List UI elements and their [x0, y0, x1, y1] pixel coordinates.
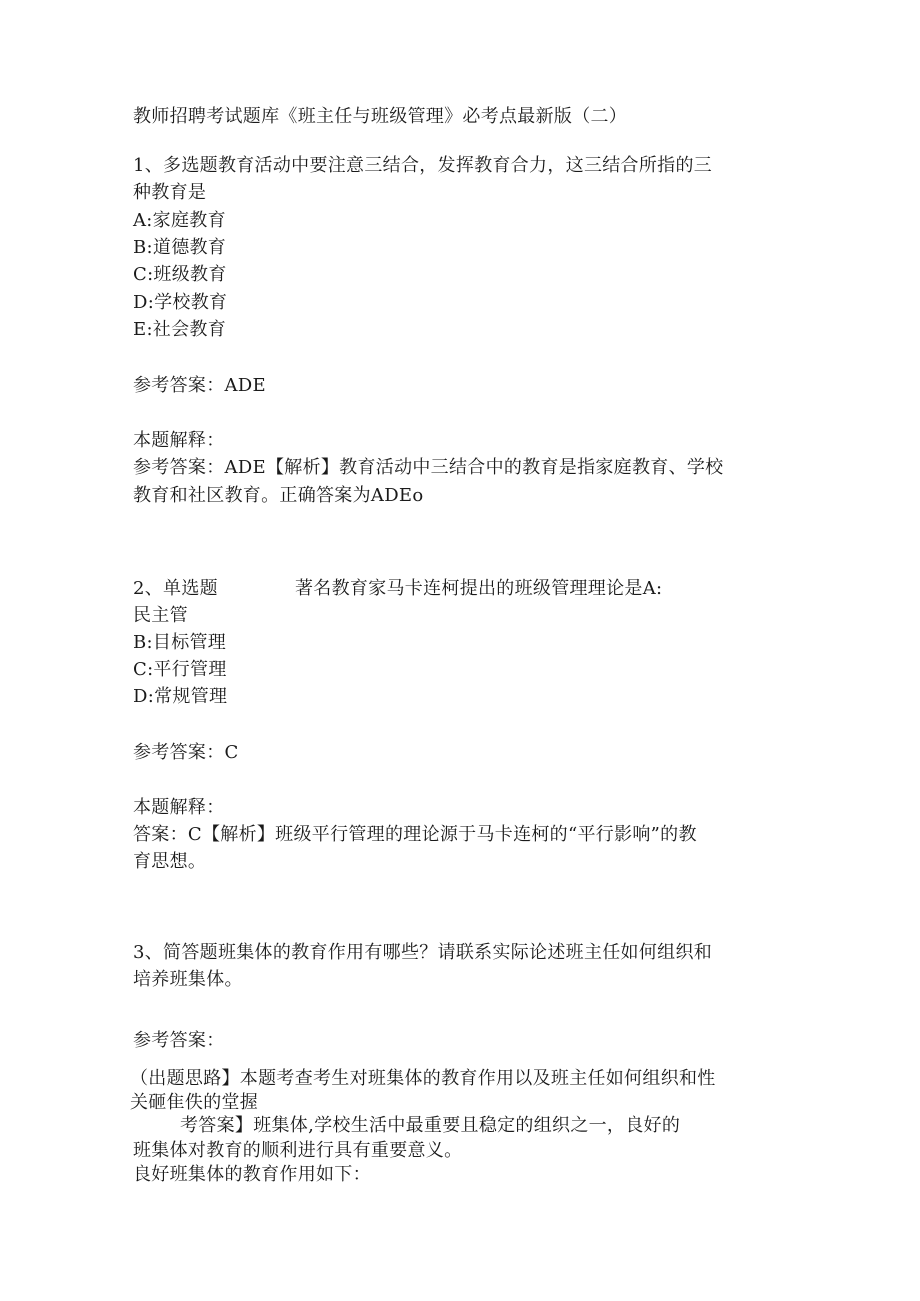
question-2-option-a-cont: 民主管: [133, 605, 188, 626]
question-3-answer-heading: 参考答案：: [133, 1030, 225, 1051]
question-2-option-b: B:目标管理: [133, 632, 227, 653]
question-3-answer-line: 良好班集体的教育作用如下：: [133, 1164, 371, 1185]
question-2-type: 2、单选题: [133, 578, 218, 599]
question-2-answer: 参考答案：C: [133, 742, 239, 763]
question-3-text: 3、简答题班集体的教育作用有哪些？请联系实际论述班主任如何组织和: [133, 942, 713, 963]
question-3-answer-line: （出题思路】本题考查考生对班集体的教育作用以及班主任如何组织和性: [130, 1068, 716, 1089]
question-1-explanation-line: 参考答案：ADE【解析】教育活动中三结合中的教育是指家庭教育、学校: [133, 457, 724, 478]
question-1-option-e: E:社会教育: [133, 319, 227, 340]
question-3-answer-line: 关砸隹佚的堂握: [130, 1092, 259, 1113]
question-1-option-b: B:道德教育: [133, 237, 227, 258]
question-1-text-cont: 种教育是: [133, 182, 207, 203]
question-1-option-a: A:家庭教育: [133, 210, 226, 231]
question-3-answer-line: 考答案】班集体,学校生活中最重要且稳定的组织之一，良好的: [180, 1115, 681, 1136]
question-2-text: [133, 576, 662, 602]
question-3-text-cont: 培养班集体。: [133, 969, 243, 990]
question-1-answer: 参考答案：ADE: [133, 375, 266, 396]
document-title: 教师招聘考试题库《班主任与班级管理》必考点最新版（二）: [133, 106, 628, 127]
question-3-answer-line: 班集体对教育的顺利进行具有重要意义。: [133, 1140, 463, 1161]
question-1-text: 1、多选题教育活动中要注意三结合，发挥教育合力，这三结合所指的三: [133, 155, 713, 176]
question-2-option-d: D:常规管理: [133, 686, 228, 707]
question-2-explanation-line: 答案：C【解析】班级平行管理的理论源于马卡连柯的“平行影响”的教: [133, 824, 697, 845]
question-1-explanation-line: 教育和社区教育。正确答案为ADEo: [133, 485, 424, 506]
question-2-explanation-line: 育思想。: [133, 851, 207, 872]
question-2-option-c: C:平行管理: [133, 659, 227, 680]
question-1-option-d: D:学校教育: [133, 292, 228, 313]
question-1-option-c: C:班级教育: [133, 264, 227, 285]
question-1-explanation-heading: 本题解释：: [133, 430, 225, 451]
question-2-stem: 著名教育家马卡连柯提出的班级管理理论是A:: [295, 578, 663, 599]
question-2-explanation-heading: 本题解释：: [133, 797, 225, 818]
